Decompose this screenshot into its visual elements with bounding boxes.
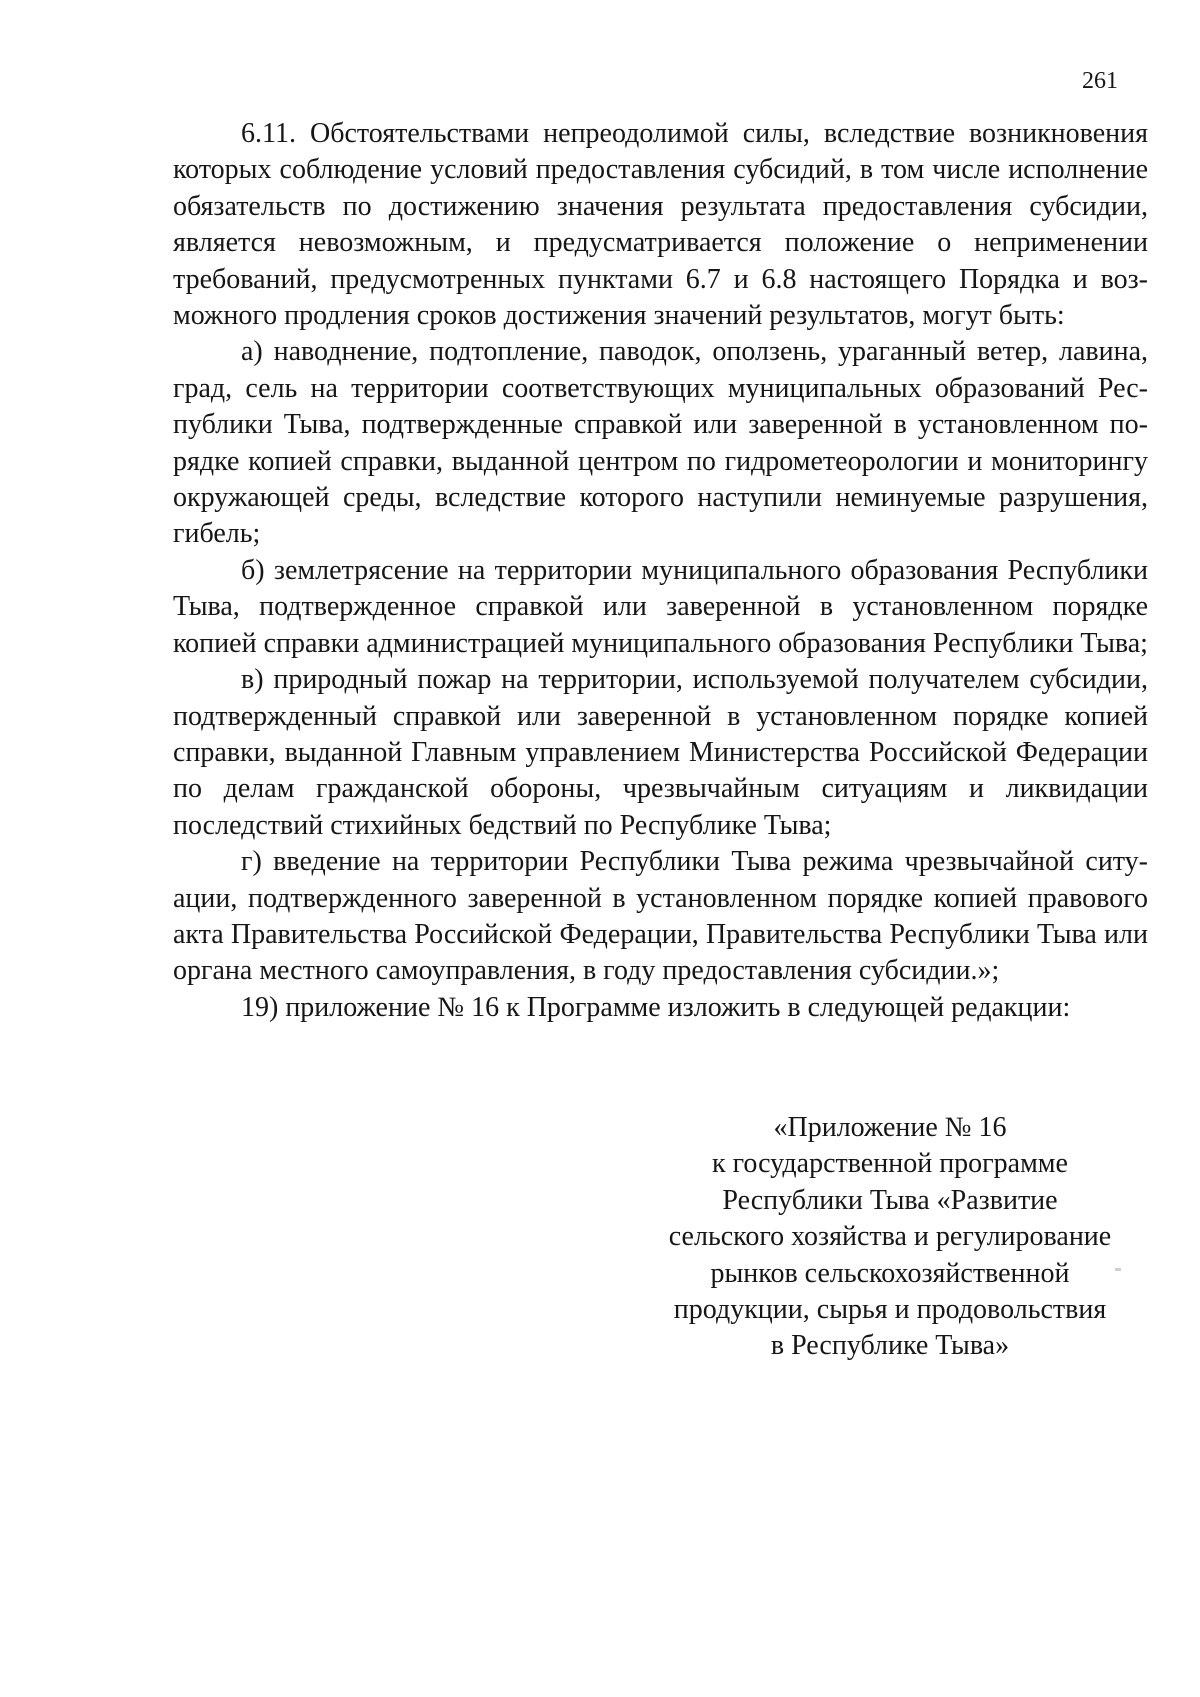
paragraph-item-v: в) природный пожар на территории, используемой получателем субсидии, подтвержденный справкой или заверенной в установленном порядке копией справки, выданной Главным управлением Министерства Российской Федерации по делам гражданской обороны, чрезвычайным ситуациям и ликвидации последствий стихийных бедствий по Республике Тыва; (173, 664, 1148, 841)
appendix-line: рынков сельскохозяйственной (710, 1257, 1070, 1289)
appendix-line: в Республике Тыва» (770, 1330, 1010, 1362)
paragraph-item-g: г) введение на территории Республики Тыва режима чрезвычайной ситуации, подтвержденного заверенной в установленном порядке копией правового акта Правительства Российской Федерации, Правительства Республики Тыва или органа местного самоуправления, в году предоставления субсидии.»; (173, 846, 1148, 987)
page-number: 261 (1082, 68, 1118, 94)
paragraph-item-a: а) наводнение, подтопление, паводок, оползень, ураганный ветер, лавина, град, сель на территории соответствующих муниципальных образований Республики Тыва, подтвержденные справкой или заверенной в установленном порядке копией справки, выданной центром по гидрометеорологии и мониторингу окружающей среды, вследствие которого наступили неминуемые разрушения, гибель; (173, 336, 1148, 550)
paragraph-item-b: б) землетрясение на территории муниципального образования Республики Тыва, подтвержденное справкой или заверенной в установленном порядке копией справки администрацией муниципального образования Республики Тыва; (173, 554, 1148, 659)
appendix-line: продукции, сырья и продовольствия (673, 1294, 1107, 1326)
appendix-line: «Приложение № 16 (773, 1112, 1007, 1143)
document-body (173, 116, 1148, 1026)
appendix-heading (640, 1110, 1140, 1365)
paragraph-force-majeure: 6.11. Обстоятельствами непреодолимой силы, вследствие возникновения которых соблюдение условий предоставления субсидий, в том числе исполнение обязательств по достижению значения результата предоставления субсидии, является невозможным, и предусматривается положение о неприменении требований, предусмотренных пунктами 6.7 и 6.8 настоящего Порядка и возможного продления сроков достижения значений результатов, могут быть: (173, 118, 1148, 332)
paragraph-item-19: 19) приложение № 16 к Программе изложить в следующей редакции: (241, 991, 1071, 1023)
appendix-line: сельского хозяйства и регулирование (668, 1221, 1112, 1253)
appendix-line: Республики Тыва «Развитие (722, 1184, 1058, 1216)
scan-speck (1115, 1268, 1121, 1271)
appendix-line: к государственной программе (712, 1148, 1068, 1180)
